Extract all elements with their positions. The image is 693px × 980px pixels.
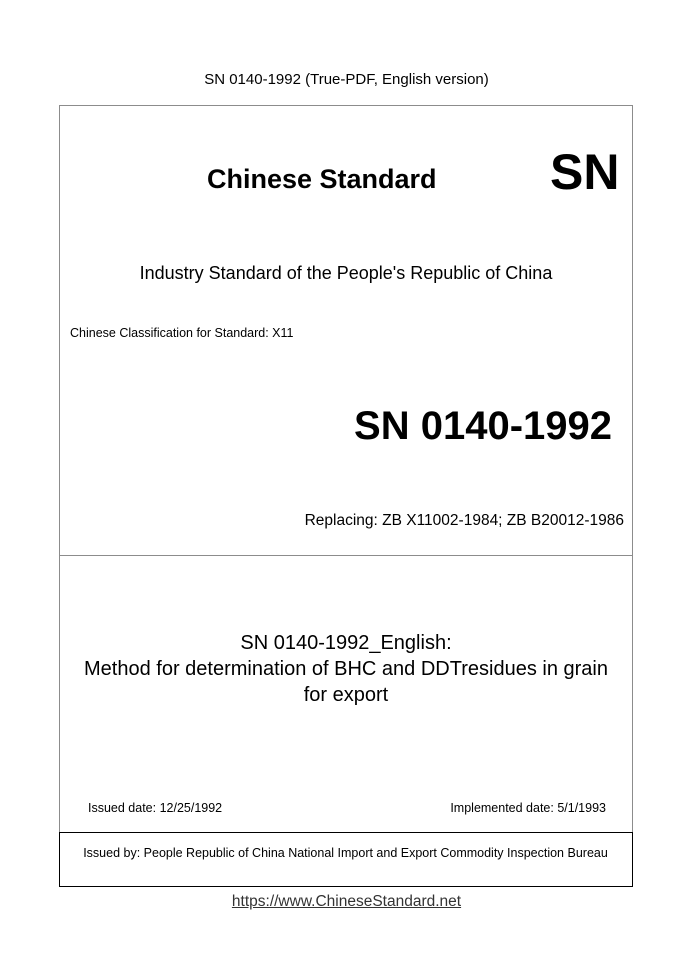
- implemented-date: Implemented date: 5/1/1993: [450, 801, 606, 815]
- title-line-2: Method for determination of BHC and DDTresidues in grain: [84, 658, 608, 680]
- title-line-3: for export: [303, 684, 389, 706]
- cover-heading: Chinese Standard: [207, 164, 437, 194]
- cover-top-section: [59, 105, 633, 556]
- issued-by-text: Issued by: People Republic of China National Import and Export Commodity Inspection Bureau: [83, 846, 608, 860]
- document-title: [60, 630, 632, 708]
- website-link[interactable]: https://www.ChineseStandard.net: [231, 893, 462, 910]
- cover-title-section: [59, 555, 633, 833]
- document-header: SN 0140-1992 (True-PDF, English version): [204, 71, 489, 88]
- classification-line: Chinese Classification for Standard: X11: [70, 326, 294, 340]
- sn-mark: SN: [550, 144, 620, 200]
- issuer-section: [59, 832, 633, 887]
- footer: [0, 892, 693, 912]
- standard-number: SN 0140-1992: [354, 404, 612, 448]
- industry-standard-line: Industry Standard of the People's Republic of China: [139, 263, 553, 283]
- title-line-1: SN 0140-1992_English:: [240, 632, 452, 654]
- issued-date: Issued date: 12/25/1992: [88, 801, 223, 815]
- replacing-line: Replacing: ZB X11002-1984; ZB B20012-1986: [304, 512, 624, 529]
